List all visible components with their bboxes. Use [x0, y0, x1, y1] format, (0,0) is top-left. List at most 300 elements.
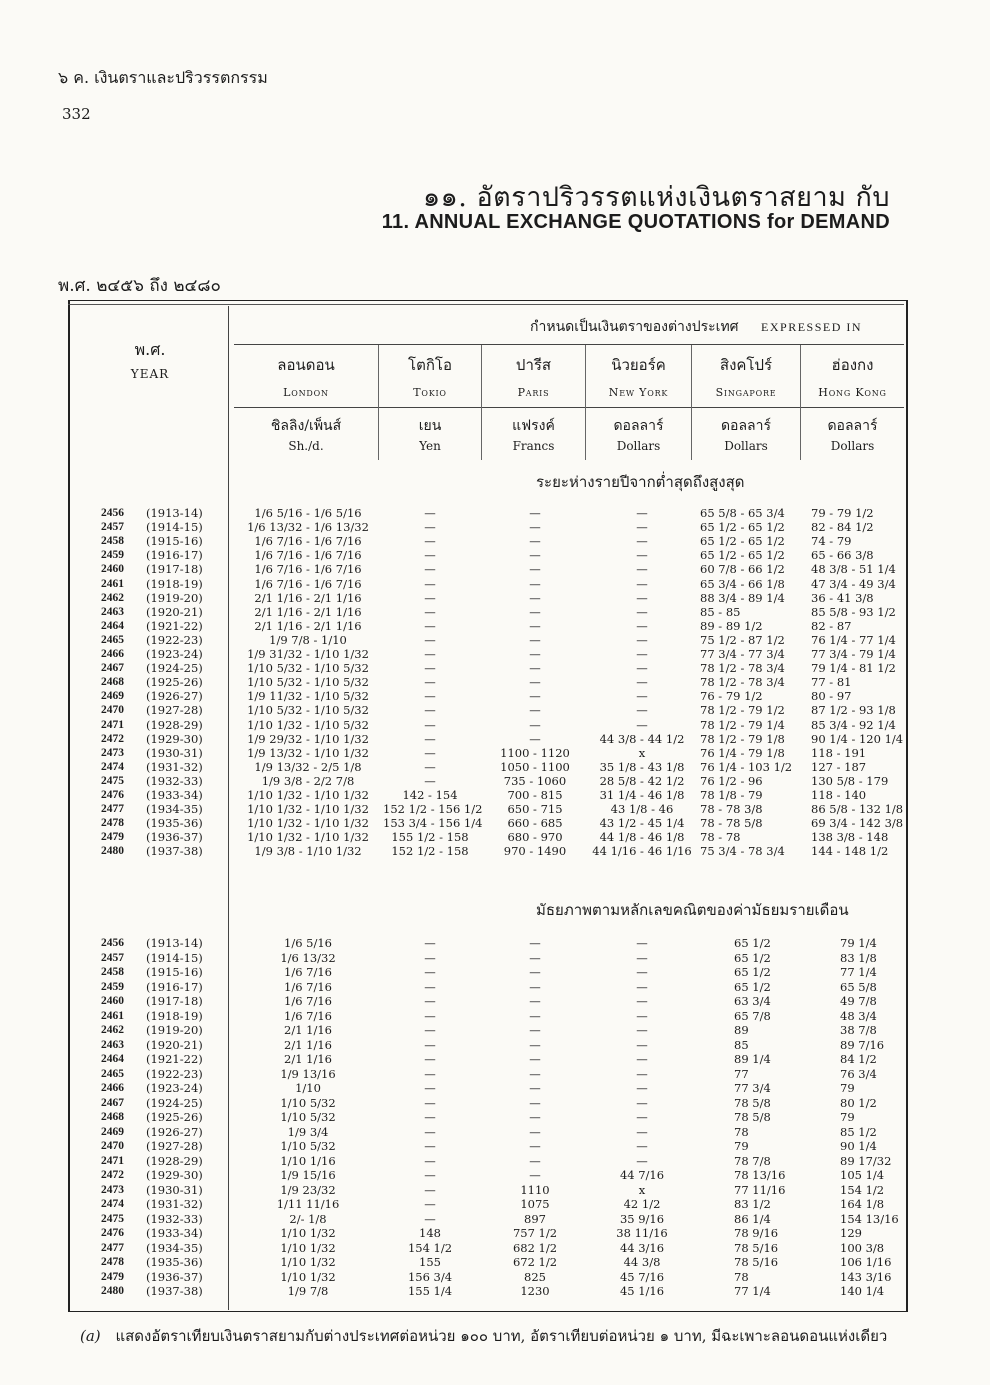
paris-value: 1050 - 1100	[500, 759, 570, 774]
year-be: 2477	[101, 803, 124, 816]
column-thai: นิวยอร์ค	[611, 356, 666, 374]
page-number: 332	[62, 105, 91, 123]
london-value: 1/10 5/32	[280, 1110, 336, 1124]
paris-value: —	[529, 1081, 541, 1095]
hong-kong-value: 80 1/2	[840, 1095, 877, 1110]
hong-kong-value: 65 - 66 3/8	[811, 548, 874, 563]
tokio-value: —	[424, 1081, 436, 1095]
year-ad: (1935-36)	[146, 816, 203, 831]
hong-kong-value: 138 3/8 - 148	[811, 830, 889, 845]
paris-value: —	[529, 1023, 541, 1037]
year-be: 2461	[101, 1009, 124, 1022]
london-value: 2/1 1/16 - 2/1 1/16	[254, 604, 362, 619]
column-thai: ฮ่องกง	[831, 356, 874, 374]
tokio-value: —	[424, 1023, 436, 1037]
london-value: 1/6 7/16	[284, 965, 332, 979]
unit-thai: ดอลลาร์	[827, 418, 878, 434]
year-be: 2460	[101, 995, 124, 1007]
column-english: Hong Kong	[818, 386, 887, 399]
paris-value: —	[529, 1037, 541, 1052]
table-row	[0, 1010, 990, 1023]
year-be: 2476	[101, 789, 124, 801]
table-row	[0, 592, 990, 605]
tokio-value: 142 - 154	[402, 788, 458, 802]
paris-value: —	[529, 562, 541, 577]
year-be: 2462	[101, 591, 124, 604]
table-row	[0, 1097, 990, 1110]
paris-value: —	[529, 675, 541, 690]
hong-kong-value: 79	[840, 1110, 855, 1124]
new-york-value: 44 1/16 - 46 1/16	[592, 844, 692, 859]
singapore-value: 78 5/16	[734, 1240, 779, 1255]
hong-kong-value: 83 1/8	[840, 950, 877, 965]
year-be: 2462	[101, 1024, 124, 1036]
singapore-value: 65 1/2	[734, 950, 771, 965]
year-be: 2478	[101, 817, 124, 830]
london-value: 1/10 1/32 - 1/10 1/32	[247, 816, 369, 831]
column-english: London	[283, 386, 329, 399]
paris-value: —	[529, 950, 541, 965]
year-ad: (1937-38)	[146, 844, 203, 859]
unit-english: Francs	[512, 439, 555, 453]
new-york-value: 44 1/8 - 46 1/8	[599, 830, 685, 845]
paris-value: —	[529, 936, 541, 950]
new-york-value: 45 1/16	[619, 1284, 665, 1298]
paris-value: —	[529, 1124, 541, 1139]
year-be: 2472	[101, 1169, 124, 1181]
year-ad: (1921-22)	[146, 618, 203, 633]
year-ad: (1932-33)	[146, 1211, 203, 1226]
paris-value: —	[529, 647, 541, 661]
table-row	[0, 690, 990, 703]
tokio-value: —	[424, 689, 436, 704]
hong-kong-value: 74 - 79	[811, 534, 852, 549]
paris-value: —	[529, 548, 541, 563]
paris-value: —	[529, 965, 541, 979]
hong-kong-value: 85 1/2	[840, 1124, 877, 1139]
year-be: 2479	[101, 831, 124, 844]
london-value: 2/1 1/16 - 2/1 1/16	[254, 590, 362, 605]
london-value: 1/10 1/32	[280, 1226, 336, 1240]
singapore-value: 78 7/8	[734, 1153, 771, 1168]
london-value: 1/9 3/4	[287, 1124, 329, 1139]
hong-kong-value: 48 3/4	[840, 1008, 877, 1023]
expressed-thai: กำหนดเป็นเงินตราของต่างประเทศ	[530, 319, 739, 335]
singapore-value: 63 3/4	[734, 994, 771, 1008]
tokio-value: —	[424, 1052, 436, 1066]
table-row	[0, 845, 990, 858]
year-ad: (1933-34)	[146, 788, 203, 802]
paris-value: —	[529, 1168, 541, 1182]
tokio-value: —	[424, 1139, 436, 1153]
hong-kong-value: 79 1/4 - 81 1/2	[811, 661, 896, 676]
paris-value: 700 - 815	[507, 788, 563, 802]
year-ad: (1914-15)	[146, 950, 203, 965]
year-be: 2456	[101, 937, 124, 949]
year-be: 2472	[101, 732, 124, 745]
column-thai: โตกิโอ	[408, 356, 452, 374]
tokio-value: —	[424, 773, 436, 788]
table-row	[0, 1169, 990, 1182]
year-be: 2464	[101, 1053, 124, 1065]
new-york-value: —	[636, 506, 648, 520]
tokio-value: —	[424, 1095, 436, 1110]
title-english: 11. ANNUAL EXCHANGE QUOTATIONS for DEMAND	[381, 211, 890, 233]
year-ad: (1927-28)	[146, 703, 203, 718]
hong-kong-value: 90 1/4 - 120 1/4	[811, 731, 904, 746]
new-york-value: —	[636, 1037, 648, 1052]
year-ad: (1929-30)	[146, 1168, 203, 1182]
year-be: 2465	[101, 1067, 124, 1080]
year-ad: (1920-21)	[146, 1037, 203, 1052]
paris-value: —	[529, 534, 541, 549]
year-ad: (1937-38)	[146, 1284, 203, 1298]
tokio-value: —	[424, 717, 436, 732]
hong-kong-value: 36 - 41 3/8	[811, 590, 874, 605]
unit-thai: ดอลลาร์	[613, 418, 664, 434]
london-value: 1/10 1/32 - 1/10 1/32	[247, 802, 369, 817]
london-value: 2/1 1/16	[284, 1037, 332, 1052]
table-row	[0, 775, 990, 788]
table-row	[0, 747, 990, 760]
year-be: 2463	[101, 605, 124, 618]
new-york-value: 44 3/8	[623, 1255, 661, 1269]
year-be: 2470	[101, 704, 124, 717]
hong-kong-value: 79 1/4	[840, 936, 877, 950]
tokio-value: —	[424, 759, 436, 774]
tokio-value: 156 3/4	[407, 1269, 453, 1284]
new-york-value: 31 1/4 - 46 1/8	[599, 788, 685, 802]
year-be: 2471	[101, 718, 124, 731]
new-york-value: 42 1/2	[623, 1197, 661, 1211]
hong-kong-value: 118 - 140	[811, 788, 867, 802]
hong-kong-value: 77 1/4	[840, 965, 877, 979]
paris-value: —	[529, 703, 541, 718]
paris-value: —	[529, 1110, 541, 1124]
year-ad: (1923-24)	[146, 1081, 203, 1095]
singapore-value: 89 1/4	[734, 1052, 771, 1066]
paris-value: —	[529, 1095, 541, 1110]
year-be: 2463	[101, 1038, 124, 1051]
hong-kong-value: 127 - 187	[811, 759, 867, 774]
tokio-value: —	[424, 661, 436, 676]
year-ad: (1927-28)	[146, 1139, 203, 1153]
new-york-value: —	[636, 1153, 648, 1168]
tokio-value: —	[424, 1168, 436, 1182]
year-ad: (1925-26)	[146, 675, 203, 690]
new-york-value: 44 3/8 - 44 1/2	[599, 731, 685, 746]
table-row	[0, 789, 990, 802]
year-be: 2466	[101, 1082, 124, 1094]
year-ad: (1917-18)	[146, 994, 203, 1008]
year-ad: (1919-20)	[146, 1023, 203, 1037]
year-be: 2458	[101, 535, 124, 548]
running-header: ๖ ค. เงินตราและปริวรรตกรรม	[58, 68, 268, 87]
singapore-value: 77 3/4	[734, 1081, 771, 1095]
unit-thai: เยน	[418, 418, 442, 434]
london-value: 1/10 1/32	[280, 1240, 336, 1255]
year-be: 2475	[101, 1212, 124, 1225]
singapore-value: 65 1/2 - 65 1/2	[700, 548, 785, 563]
new-york-value: 44 3/16	[619, 1240, 665, 1255]
new-york-value: 43 1/2 - 45 1/4	[599, 816, 685, 831]
singapore-value: 83 1/2	[734, 1197, 771, 1211]
table-row	[0, 803, 990, 816]
table-row	[0, 1198, 990, 1211]
unit-english: Dollars	[616, 439, 661, 453]
hong-kong-value: 118 - 191	[811, 745, 867, 760]
year-ad: (1915-16)	[146, 534, 203, 549]
paris-value: —	[529, 1153, 541, 1168]
table-row	[0, 1155, 990, 1168]
tokio-value: 155	[419, 1255, 441, 1269]
new-york-value: —	[636, 1110, 648, 1124]
london-value: 1/9 7/8 - 1/10	[269, 632, 347, 647]
hong-kong-value: 79 - 79 1/2	[811, 506, 874, 520]
singapore-value: 65 1/2	[734, 979, 771, 994]
paris-value: 1230	[520, 1284, 550, 1298]
singapore-value: 77 11/16	[734, 1182, 786, 1197]
year-be: 2469	[101, 1125, 124, 1138]
hong-kong-value: 85 5/8 - 93 1/2	[811, 604, 896, 619]
table-row	[0, 535, 990, 548]
tokio-value: —	[424, 936, 436, 950]
table-row	[0, 719, 990, 732]
london-value: 1/11 11/16	[276, 1197, 340, 1211]
table-row	[0, 521, 990, 534]
year-be: 2466	[101, 648, 124, 660]
unit-thai: ดอลลาร์	[720, 418, 772, 434]
tokio-value: —	[424, 534, 436, 549]
hong-kong-value: 80 - 97	[811, 689, 852, 704]
year-be: 2465	[101, 633, 124, 646]
tokio-value: 153 3/4 - 156 1/4	[383, 816, 483, 831]
new-york-value: —	[636, 520, 648, 535]
paris-value: —	[529, 717, 541, 732]
year-ad: (1924-25)	[146, 1095, 203, 1110]
hong-kong-value: 47 3/4 - 49 3/4	[811, 576, 896, 591]
hong-kong-value: 82 - 87	[811, 618, 852, 633]
london-value: 1/6 7/16 - 1/6 7/16	[254, 576, 362, 591]
paris-value: —	[529, 576, 541, 591]
hong-kong-value: 48 3/8 - 51 1/4	[811, 562, 896, 577]
new-york-value: 45 7/16	[619, 1269, 665, 1284]
year-be: 2467	[101, 1096, 124, 1109]
year-ad: (1930-31)	[146, 1182, 203, 1197]
year-be: 2474	[101, 760, 124, 773]
hong-kong-value: 85 3/4 - 92 1/4	[811, 717, 896, 732]
london-value: 1/10 1/32 - 1/10 1/32	[247, 788, 369, 802]
table-row	[0, 648, 990, 661]
singapore-value: 65 3/4 - 66 1/8	[700, 576, 785, 591]
year-ad: (1914-15)	[146, 520, 203, 535]
year-ad: (1922-23)	[146, 1066, 203, 1081]
new-york-value: —	[636, 590, 648, 605]
tokio-value: —	[424, 562, 436, 577]
singapore-value: 60 7/8 - 66 1/2	[700, 562, 785, 577]
table-row	[0, 620, 990, 633]
new-york-value: 43 1/8 - 46	[610, 802, 674, 817]
hong-kong-value: 65 5/8	[840, 979, 877, 994]
tokio-value: —	[424, 1153, 436, 1168]
new-york-value: —	[636, 1081, 648, 1095]
year-ad: (1929-30)	[146, 731, 203, 746]
singapore-value: 75 3/4 - 78 3/4	[700, 844, 785, 859]
year-range: พ.ศ. ๒๔๕๖ ถึง ๒๔๘๐	[58, 276, 221, 296]
singapore-value: 78	[734, 1124, 749, 1139]
table-row	[0, 662, 990, 675]
new-york-value: 35 1/8 - 43 1/8	[599, 759, 685, 774]
tokio-value: —	[424, 647, 436, 661]
new-york-value: —	[636, 979, 648, 994]
hong-kong-value: 106 1/16	[840, 1255, 892, 1269]
table-row	[0, 1140, 990, 1153]
unit-english: Sh./d.	[288, 439, 324, 453]
tokio-value: 154 1/2	[407, 1240, 453, 1255]
singapore-value: 78 - 78 3/8	[700, 802, 763, 817]
london-value: 2/1 1/16 - 2/1 1/16	[254, 618, 362, 633]
new-york-value: —	[636, 1095, 648, 1110]
hong-kong-value: 130 5/8 - 179	[811, 773, 889, 788]
new-york-value: 28 5/8 - 42 1/2	[599, 773, 685, 788]
tokio-value: 155 1/4	[407, 1284, 453, 1298]
section-title-mean: มัธยภาพตามหลักเลขคณิตของค่ามัธยมรายเดือน	[536, 901, 849, 919]
hong-kong-value: 143 3/16	[840, 1269, 892, 1284]
new-york-value: —	[636, 1124, 648, 1139]
year-be: 2470	[101, 1140, 124, 1152]
table-row	[0, 1242, 990, 1255]
new-york-value: x	[638, 745, 646, 760]
new-york-value: —	[636, 703, 648, 718]
new-york-value: —	[636, 965, 648, 979]
singapore-value: 78 5/8	[734, 1095, 771, 1110]
paris-value: 660 - 685	[507, 816, 563, 831]
new-york-value: —	[636, 717, 648, 732]
singapore-value: 89 - 89 1/2	[700, 618, 763, 633]
paris-value: 757 1/2	[512, 1226, 558, 1240]
year-be: 2480	[101, 845, 124, 858]
year-ad: (1922-23)	[146, 632, 203, 647]
title-thai: ๑๑. อัตราปริวรรตแห่งเงินตราสยาม กับ	[423, 182, 890, 213]
column-thai: สิงคโปร์	[719, 356, 773, 374]
singapore-value: 78 - 78	[700, 830, 741, 845]
new-york-value: —	[636, 632, 648, 647]
table-row	[0, 1213, 990, 1226]
london-value: 1/6 13/32 - 1/6 13/32	[247, 520, 369, 535]
year-ad: (1926-27)	[146, 689, 203, 704]
paris-value: —	[529, 520, 541, 535]
year-ad: (1923-24)	[146, 647, 203, 661]
hong-kong-value: 154 13/16	[840, 1211, 899, 1226]
paris-value: 682 1/2	[512, 1240, 558, 1255]
hong-kong-value: 77 - 81	[811, 675, 852, 690]
singapore-value: 79	[734, 1139, 749, 1153]
tokio-value: —	[424, 703, 436, 718]
singapore-value: 78 5/8	[734, 1110, 771, 1124]
table-row	[0, 549, 990, 562]
singapore-value: 76 1/2 - 96	[700, 773, 763, 788]
london-value: 1/9 3/8 - 2/2 7/8	[261, 773, 355, 788]
hong-kong-value: 144 - 148 1/2	[811, 844, 889, 859]
london-value: 1/10 1/32 - 1/10 5/32	[247, 717, 369, 732]
london-value: 1/6 5/16	[284, 936, 332, 950]
london-value: 1/9 15/16	[280, 1168, 336, 1182]
year-be: 2468	[101, 676, 124, 689]
london-value: 1/9 11/32 - 1/10 5/32	[247, 689, 369, 704]
hong-kong-value: 76 3/4	[840, 1066, 877, 1081]
tokio-value: —	[424, 1110, 436, 1124]
london-value: 1/10 1/16	[280, 1153, 336, 1168]
year-ad: (1925-26)	[146, 1110, 203, 1124]
london-value: 1/9 23/32	[280, 1182, 336, 1197]
paris-value: —	[529, 632, 541, 647]
london-value: 1/6 13/32	[280, 950, 336, 965]
year-be: 2457	[101, 521, 124, 534]
singapore-value: 65 1/2 - 65 1/2	[700, 520, 785, 535]
tokio-value: —	[424, 632, 436, 647]
hong-kong-value: 76 1/4 - 77 1/4	[811, 632, 896, 647]
unit-english: Yen	[419, 439, 441, 453]
tokio-value: —	[424, 1182, 436, 1197]
singapore-value: 65 7/8	[734, 1008, 771, 1023]
year-ad: (1916-17)	[146, 548, 203, 563]
tokio-value: —	[424, 520, 436, 535]
table-row	[0, 995, 990, 1008]
hong-kong-value: 89 7/16	[840, 1037, 885, 1052]
tokio-value: —	[424, 745, 436, 760]
hong-kong-value: 90 1/4	[840, 1139, 877, 1153]
london-value: 1/10 5/32 - 1/10 5/32	[247, 661, 369, 676]
column-english: Singapore	[715, 386, 777, 399]
hong-kong-value: 154 1/2	[840, 1182, 885, 1197]
year-ad: (1936-37)	[146, 1269, 203, 1284]
london-value: 1/10 5/32	[280, 1139, 336, 1153]
footnote-mark: (a)	[80, 1327, 101, 1345]
year-ad: (1926-27)	[146, 1124, 203, 1139]
singapore-value: 77 3/4 - 77 3/4	[700, 647, 785, 661]
london-value: 1/9 7/8	[287, 1284, 329, 1298]
london-value: 1/9 3/8 - 1/10 1/32	[254, 844, 362, 859]
year-ad: (1931-32)	[146, 1197, 203, 1211]
london-value: 1/10 5/32	[280, 1095, 336, 1110]
new-york-value: —	[636, 1023, 648, 1037]
year-be: 2471	[101, 1154, 124, 1167]
hong-kong-value: 129	[840, 1226, 862, 1240]
new-york-value: —	[636, 647, 648, 661]
singapore-value: 78 13/16	[734, 1168, 786, 1182]
paris-value: —	[529, 618, 541, 633]
table-row	[0, 831, 990, 844]
singapore-value: 78 9/16	[734, 1226, 779, 1240]
paris-value: —	[529, 506, 541, 520]
new-york-value: —	[636, 604, 648, 619]
year-ad: (1928-29)	[146, 717, 203, 732]
year-be: 2476	[101, 1227, 124, 1239]
tokio-value: —	[424, 1008, 436, 1023]
tokio-value: 152 1/2 - 156 1/2	[383, 802, 483, 817]
new-york-value: 35 9/16	[619, 1211, 665, 1226]
london-value: 1/9 13/16	[280, 1066, 336, 1081]
unit-english: Dollars	[830, 439, 875, 453]
year-be: 2468	[101, 1111, 124, 1123]
tokio-value: —	[424, 675, 436, 690]
year-be: 2479	[101, 1270, 124, 1283]
london-value: 1/9 13/32 - 1/10 1/32	[247, 745, 369, 760]
year-be: 2458	[101, 966, 124, 978]
hong-kong-value: 82 - 84 1/2	[811, 520, 874, 535]
year-ad: (1920-21)	[146, 604, 203, 619]
tokio-value: 152 1/2 - 158	[391, 844, 469, 859]
